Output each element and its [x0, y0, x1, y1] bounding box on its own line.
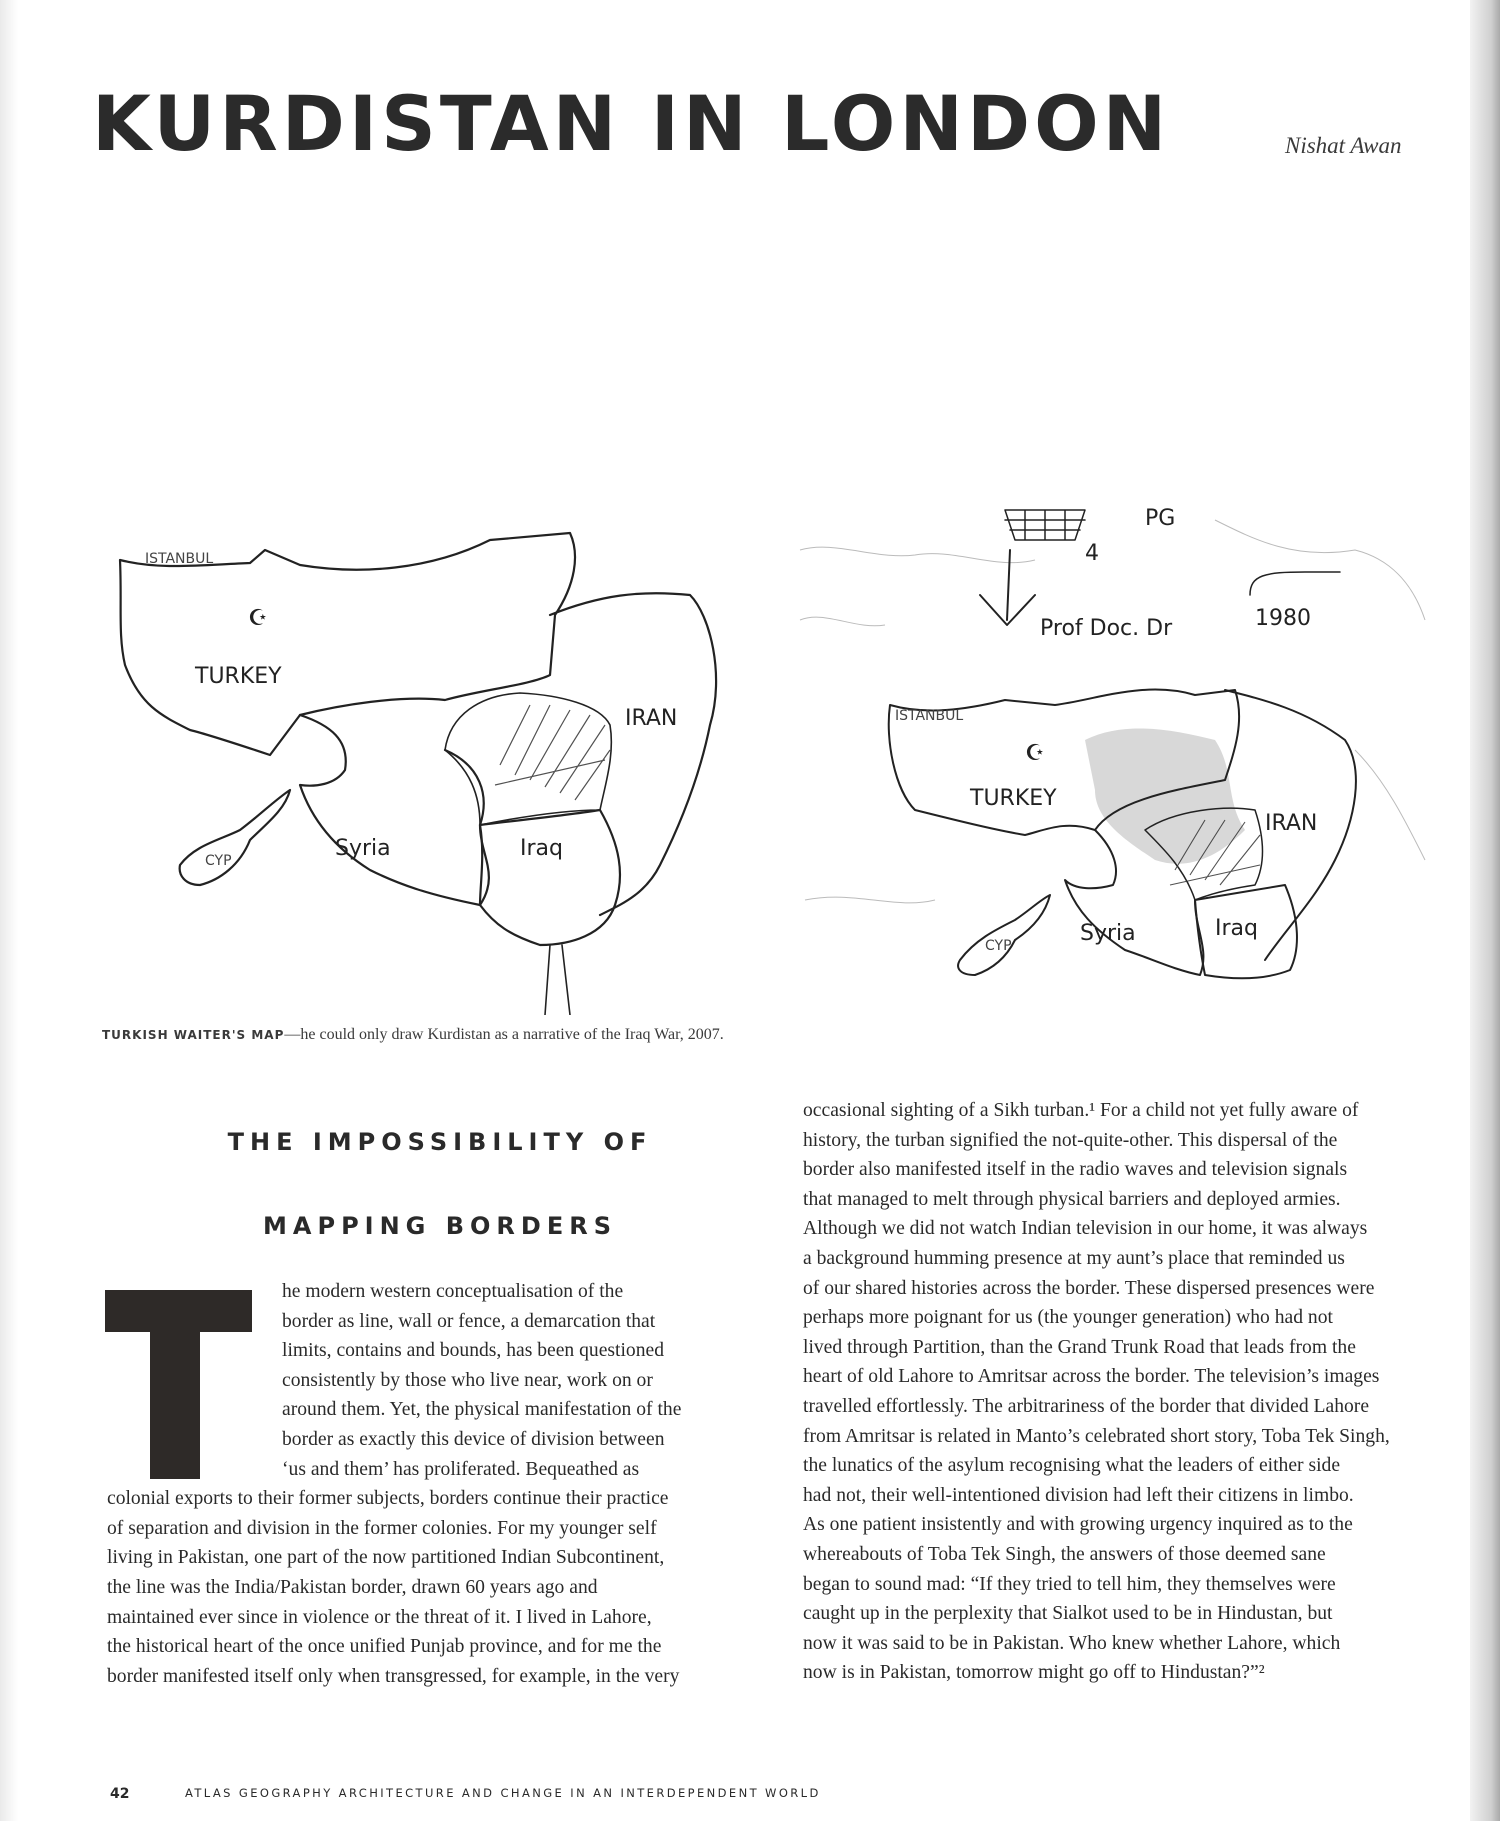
label-iraq-right: Iraq: [1215, 916, 1258, 941]
iran-border: [550, 593, 716, 915]
label-iran: IRAN: [625, 706, 678, 731]
body-line: a background humming presence at my aunt’s place that reminded us: [803, 1247, 1345, 1269]
body-line: the lunatics of the asylum recognising what the leaders of either side: [803, 1455, 1341, 1477]
body-line: began to sound mad: “If they tried to tell him, they themselves were: [803, 1573, 1336, 1595]
body-line: now is in Pakistan, tomorrow might go off to Hindustan?”²: [803, 1662, 1265, 1684]
body-line: of separation and division in the former colonies. For my younger self: [107, 1517, 657, 1539]
body-line: lived through Partition, than the Grand Trunk Road that leads from the: [803, 1336, 1356, 1358]
cyprus-outline: [180, 790, 290, 885]
label-cyprus: CYP: [205, 853, 232, 869]
river-lines: [545, 945, 570, 1015]
body-column-left: [107, 1277, 681, 1691]
map-right: [795, 500, 1435, 1010]
body-line: maintained ever since in violence or the threat of it. I lived in Lahore,: [107, 1606, 652, 1628]
label-turkey: TURKEY: [195, 664, 282, 689]
body-line: limits, contains and bounds, has been questioned: [282, 1340, 665, 1362]
body-line: border as exactly this device of division between: [282, 1428, 665, 1450]
page-number: 42: [110, 1786, 130, 1802]
body-line: consistently by those who live near, work on or: [282, 1369, 653, 1391]
body-line: perhaps more poignant for us (the younger generation) who had not: [803, 1307, 1333, 1329]
body-line: heart of old Lahore to Amritsar across the border. The television’s images: [803, 1366, 1380, 1388]
body-line: that managed to melt through physical barriers and deployed armies.: [803, 1188, 1341, 1210]
label-crescent: ☪: [248, 606, 268, 631]
label-istanbul: ISTANBUL: [145, 551, 214, 567]
label-syria-right: Syria: [1080, 921, 1136, 946]
shaded-kurdistan: [1085, 728, 1245, 863]
syria-outline: [300, 715, 489, 905]
body-line: had not, their well-intentioned division had left their citizens in limbo.: [803, 1484, 1354, 1506]
body-line: he modern western conceptualisation of the: [282, 1281, 624, 1302]
body-line: living in Pakistan, one part of the now partitioned Indian Subcontinent,: [107, 1547, 665, 1569]
label-cyprus-right: CYP: [985, 938, 1012, 954]
body-line: the line was the India/Pakistan border, drawn 60 years ago and: [107, 1576, 598, 1598]
running-title: ATLAS GEOGRAPHY ARCHITECTURE AND CHANGE IN AN INTERDEPENDENT WORLD: [185, 1786, 821, 1800]
label-istanbul-right: ISTANBUL: [895, 708, 964, 724]
body-column-right: [803, 1096, 1390, 1688]
body-line: As one patient insistently and with growing urgency inquired as to the: [803, 1514, 1353, 1536]
kurdistan-region: [445, 693, 611, 825]
map-left: [100, 525, 740, 1015]
body-line: border as line, wall or fence, a demarcation that: [282, 1310, 656, 1332]
section-heading: [150, 1100, 730, 1268]
page-left-edge: [0, 0, 18, 1821]
label-turkey-right: TURKEY: [970, 786, 1057, 811]
label-pg: PG: [1145, 506, 1176, 531]
body-line: from Amritsar is related in Manto’s celebrated short story, Toba Tek Singh,: [803, 1425, 1390, 1447]
cyprus-outline-right: [958, 895, 1050, 975]
body-line: Although we did not watch Indian television in our home, it was always: [803, 1218, 1368, 1240]
caption-text: —he could only draw Kurdistan as a narrative of the Iraq War, 2007.: [284, 1026, 724, 1043]
label-iran-right: IRAN: [1265, 811, 1318, 836]
label-syria: Syria: [335, 836, 391, 861]
section-heading-line-1: THE IMPOSSIBILITY OF: [227, 1128, 653, 1156]
section-heading-line-2: MAPPING BORDERS: [263, 1212, 617, 1240]
map-left-drawing: [100, 525, 740, 1015]
label-year: 1980: [1255, 606, 1311, 631]
body-line: ‘us and them’ has proliferated. Bequeathed as: [282, 1458, 640, 1480]
label-prof: Prof Doc. Dr: [1040, 616, 1173, 641]
label-iraq: Iraq: [520, 836, 563, 861]
body-line: history, the turban signified the not-quite-other. This dispersal of the: [803, 1129, 1338, 1151]
caption-label: TURKISH WAITER'S MAP: [102, 1028, 285, 1042]
body-line: colonial exports to their former subjects, borders continue their practice: [107, 1488, 669, 1510]
body-line: travelled effortlessly. The arbitrariness of the border that divided Lahore: [803, 1395, 1370, 1417]
body-line: border also manifested itself in the radio waves and television signals: [803, 1159, 1348, 1181]
body-line: the historical heart of the once unified Punjab province, and for me the: [107, 1636, 662, 1658]
label-four: 4: [1085, 541, 1099, 566]
figure-caption: [102, 1026, 724, 1044]
label-crescent-right: ☪: [1025, 741, 1045, 766]
body-line: border manifested itself only when transgressed, for example, in the very: [107, 1665, 680, 1687]
base-map-coastlines: [800, 520, 1425, 903]
body-line: of our shared histories across the border. These dispersed presences were: [803, 1277, 1375, 1299]
body-line: around them. Yet, the physical manifestation of the: [282, 1399, 682, 1421]
iraq-outline: [480, 810, 620, 945]
body-line: occasional sighting of a Sikh turban.¹ For a child not yet fully aware of: [803, 1100, 1359, 1121]
article-title: KURDISTAN IN LONDON: [92, 79, 1171, 168]
map-right-drawing: [795, 500, 1435, 1010]
body-line: whereabouts of Toba Tek Singh, the answers of those deemed sane: [803, 1543, 1326, 1565]
body-line: now it was said to be in Pakistan. Who knew whether Lahore, which: [803, 1632, 1341, 1654]
year-bracket: [1250, 572, 1340, 595]
page-gutter-shadow: [1470, 0, 1500, 1821]
body-line: caught up in the perplexity that Sialkot used to be in Hindustan, but: [803, 1603, 1333, 1625]
hatching: [495, 705, 610, 800]
author-name: Nishat Awan: [1285, 133, 1402, 158]
ship-sketch: [1005, 510, 1085, 540]
